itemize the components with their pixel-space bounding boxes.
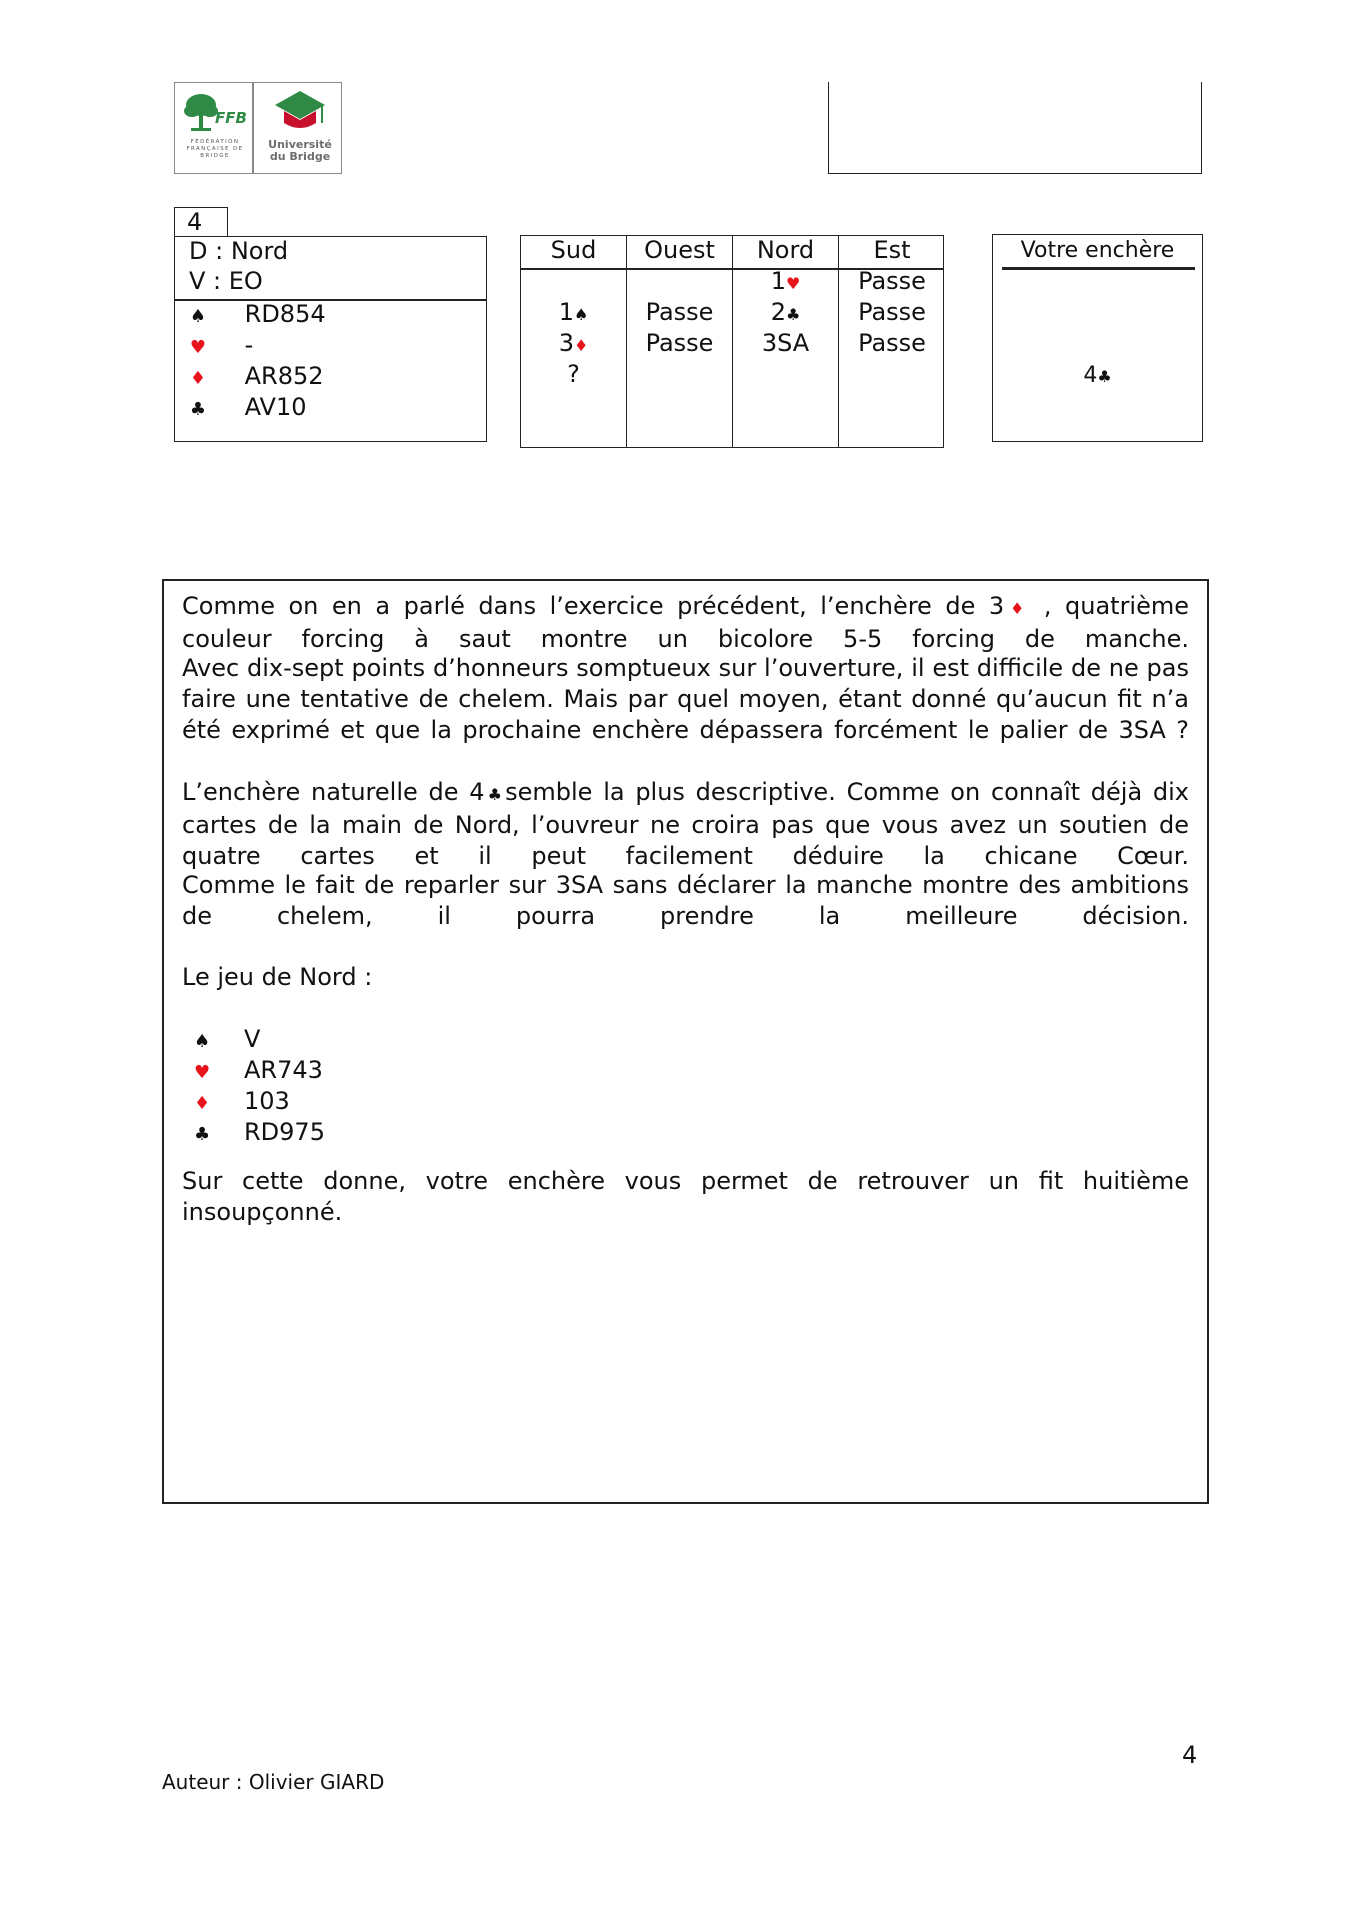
bidding-column-nord [733, 236, 839, 447]
ffb-logo-subtitle: FÉDÉRATION FRANÇAISE DE BRIDGE [186, 139, 244, 159]
bid-level: 1 [770, 267, 786, 295]
diamond-icon: ♦ [194, 1093, 211, 1114]
explanation-paragraph-2: Avec dix-sept points d’honneurs somptueux sur l’ouverture, il est difficile de ne pas faire une tentative de chelem. Mais par quel moyen, étant donné qu’aucun fit n’a été exprimé et que la prochaine enchère dépassera forcément le palier de 3SA ? [182, 654, 1189, 744]
club-icon: ♣ [1097, 367, 1112, 386]
p1-text-a: Comme on en a parlé dans l’exercice précédent, l’enchère de 3 [182, 592, 1005, 620]
explanation-paragraph-4: Comme le fait de reparler sur 3SA sans déclarer la manche montre des ambitions de chelem, il pourra prendre la meilleure décision. [182, 871, 1189, 930]
bid-level: 2 [770, 298, 786, 326]
club-icon: ♣ [785, 305, 801, 324]
votre-enchere-box [992, 234, 1203, 442]
bidding-header-sud: Sud [550, 236, 597, 264]
bidding-table [520, 235, 944, 448]
heart-icon: ♥ [194, 1062, 211, 1083]
hand-row-diamonds [189, 362, 324, 390]
bid-cell: 3SA [761, 329, 810, 357]
bidding-header-est: Est [873, 236, 911, 264]
explanation-box [162, 579, 1209, 1504]
universite-du-bridge-label [259, 139, 341, 163]
north-hand-hearts [194, 1056, 323, 1084]
votre-enchere-title: Votre enchère [1020, 238, 1175, 263]
p3-text-a: L’enchère naturelle de 4 [182, 778, 485, 806]
univ-line1: Université [268, 138, 332, 151]
hand-row-hearts [189, 331, 253, 359]
dealer-label: D : Nord [189, 237, 289, 265]
north-cards-hearts: AR743 [244, 1056, 323, 1084]
ffb-tree-icon [183, 91, 219, 135]
south-hand-box [174, 236, 487, 442]
club-icon: ♣ [189, 399, 207, 420]
bid-cell [521, 298, 626, 326]
vulnerability-label: V : EO [189, 267, 263, 295]
north-hand-title: Le jeu de Nord : [182, 963, 373, 991]
north-hand-diamonds [194, 1087, 290, 1115]
page-number: 4 [1182, 1741, 1198, 1769]
heart-icon: ♥ [785, 274, 801, 293]
diamond-icon: ♦ [189, 368, 207, 389]
votre-enchere-underline [1002, 267, 1195, 270]
bid-level: 3 [558, 329, 574, 357]
header-blank-box [828, 82, 1202, 174]
answer-bid [993, 363, 1202, 388]
bid-cell: Passe [645, 298, 714, 326]
hand-row-clubs [189, 393, 306, 421]
bidding-header-nord: Nord [756, 236, 815, 264]
author-label: Auteur : Olivier GIARD [162, 1770, 385, 1794]
graduation-cap-icon [273, 89, 327, 135]
spade-icon: ♠ [573, 305, 589, 324]
bid-cell [521, 329, 626, 357]
bid-cell [733, 298, 838, 326]
bid-cell: Passe [858, 298, 926, 326]
ffb-logo [174, 82, 342, 174]
answer-level: 4 [1083, 363, 1098, 388]
bidding-column-sud [521, 236, 627, 447]
bid-cell [733, 267, 838, 295]
bid-level: 1 [558, 298, 574, 326]
hand-cards-hearts: - [244, 331, 254, 359]
north-cards-spades: V [244, 1025, 261, 1053]
bidding-column-ouest [627, 236, 733, 447]
bid-cell: Passe [645, 329, 714, 357]
spade-icon: ♠ [194, 1031, 211, 1052]
club-icon: ♣ [194, 1124, 211, 1145]
hand-cards-diamonds: AR852 [244, 362, 324, 390]
logo-divider [252, 83, 254, 173]
club-icon: ♣ [484, 785, 506, 804]
diamond-icon: ♦ [573, 336, 589, 355]
north-cards-clubs: RD975 [244, 1118, 325, 1146]
hand-cards-clubs: AV10 [244, 393, 307, 421]
p1-text-b: , quatrième couleur forcing à saut montre un bicolore 5-5 forcing de manche. [182, 592, 1190, 653]
bidding-column-est [839, 236, 945, 447]
bid-cell: ? [567, 360, 580, 388]
north-hand-clubs [194, 1118, 325, 1146]
explanation-paragraph-5: Sur cette donne, votre enchère vous permet de retrouver un fit huitième insoupçonné. [182, 1167, 1189, 1226]
north-hand-spades [194, 1025, 260, 1053]
hand-cards-spades: RD854 [244, 300, 326, 328]
deal-number: 4 [174, 207, 228, 237]
heart-icon: ♥ [189, 337, 207, 358]
univ-line2: du Bridge [269, 150, 331, 163]
bid-cell: Passe [858, 329, 926, 357]
hand-row-spades [189, 300, 326, 328]
ffb-logo-text: FFB [215, 109, 247, 127]
bid-cell: Passe [858, 267, 926, 295]
bidding-header-ouest: Ouest [644, 236, 715, 264]
north-cards-diamonds: 103 [244, 1087, 290, 1115]
diamond-icon: ♦ [1004, 599, 1031, 618]
spade-icon: ♠ [189, 306, 207, 327]
p3-text-b: semble la plus descriptive. Comme on connaît déjà dix cartes de la main de Nord, l’ouvreur ne croira pas que vous avez un soutien de quatre cartes et il peut facilement déduire la chicane Cœur. [182, 778, 1190, 870]
